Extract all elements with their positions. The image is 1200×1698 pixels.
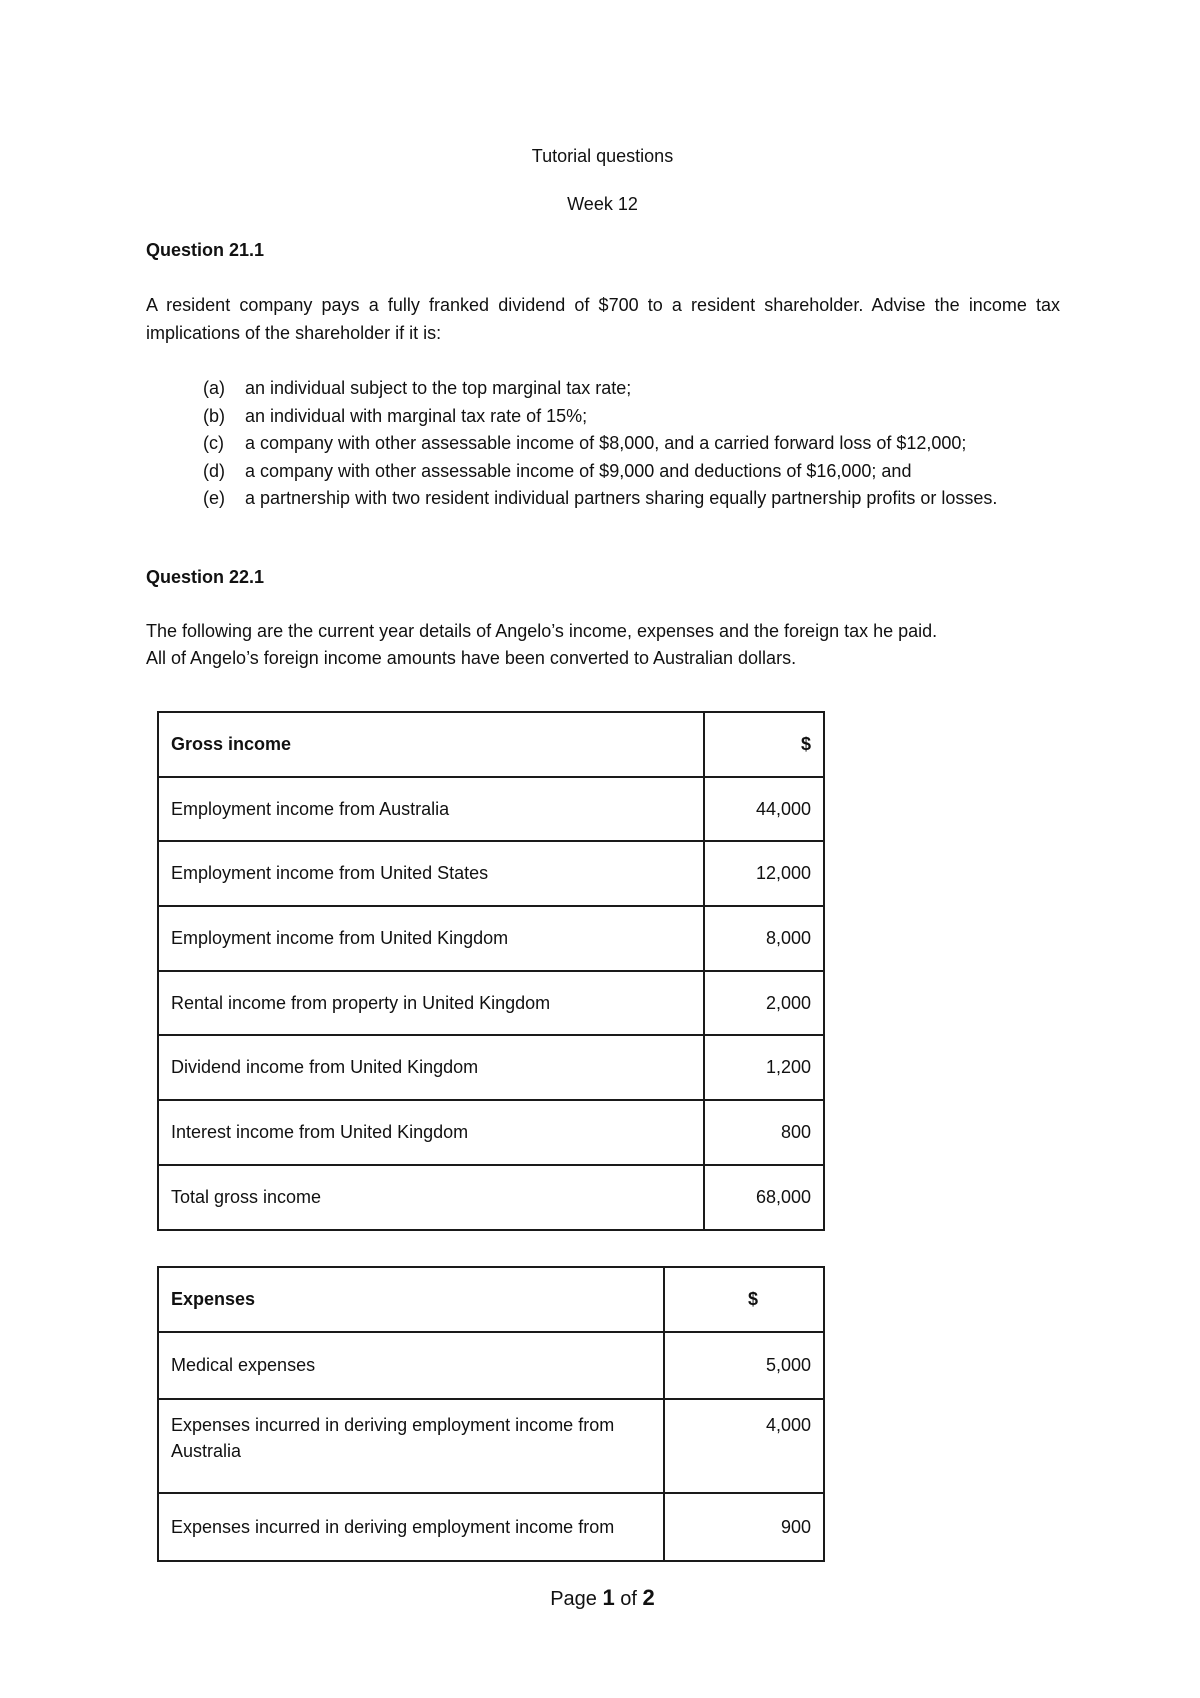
list-item-label: (d) xyxy=(203,460,225,481)
table-cell-label: Employment income from Australia xyxy=(158,777,704,842)
table-cell-label: Rental income from property in United Kingdom xyxy=(158,971,704,1036)
table-row xyxy=(158,906,824,971)
table-header-amount: $ xyxy=(664,1267,824,1332)
list-item xyxy=(146,375,1060,403)
table-cell-amount: 4,000 xyxy=(664,1399,824,1493)
table-header-label: Expenses xyxy=(158,1267,664,1332)
gross-income-table xyxy=(157,711,825,1231)
document-subtitle: Week 12 xyxy=(567,194,638,214)
page-word: Page xyxy=(550,1588,597,1610)
of-word: of xyxy=(620,1588,637,1610)
total-pages-number: 2 xyxy=(642,1585,655,1610)
table-cell-amount: 2,000 xyxy=(704,971,824,1036)
table-row xyxy=(158,777,824,842)
table-cell-amount: 800 xyxy=(704,1100,824,1165)
table-cell-amount: 12,000 xyxy=(704,841,824,906)
list-item-text: an individual subject to the top marginal tax rate; xyxy=(245,378,632,398)
table-cell-amount: 8,000 xyxy=(704,906,824,971)
list-item-label: (c) xyxy=(203,433,224,453)
table-header-row xyxy=(158,712,824,777)
question-22-1-text xyxy=(146,618,1060,672)
table-cell-label: Employment income from United Kingdom xyxy=(158,906,704,971)
table-cell-amount: 900 xyxy=(664,1493,824,1561)
table-row xyxy=(158,1100,824,1165)
question-22-1-line-2: All of Angelo’s foreign income amounts have been converted to Australian dollars. xyxy=(146,648,797,668)
question-21-1-heading: Question 21.1 xyxy=(146,240,265,260)
table-row xyxy=(158,1332,824,1399)
table-row xyxy=(158,1399,824,1493)
list-item-label: (a) xyxy=(203,378,225,398)
expenses-table xyxy=(157,1266,825,1562)
table-row xyxy=(158,1165,824,1230)
table-cell-label: Expenses incurred in deriving employment income from Australia xyxy=(158,1399,664,1493)
question-22-1-line-1: The following are the current year details of Angelo’s income, expenses and the foreign tax he paid. xyxy=(146,621,938,641)
table-row xyxy=(158,1493,824,1561)
table-cell-label: Dividend income from United Kingdom xyxy=(158,1035,704,1100)
page-number-footer xyxy=(0,1585,1200,1611)
list-item xyxy=(146,403,1060,431)
list-item xyxy=(146,485,1060,513)
table-cell-amount: 1,200 xyxy=(704,1035,824,1100)
question-22-1-heading: Question 22.1 xyxy=(146,567,265,587)
table-header-amount: $ xyxy=(704,712,824,777)
list-item xyxy=(146,458,1060,486)
list-item xyxy=(146,430,1060,458)
list-item-text: a company with other assessable income of $8,000, and a carried forward loss of $12,000; xyxy=(245,433,967,453)
question-21-1-text: A resident company pays a fully franked dividend of $700 to a resident shareholder. Advise the income tax implications of the shareholder if it is: xyxy=(146,295,1060,343)
table-header-row xyxy=(158,1267,824,1332)
list-item-text: a partnership with two resident individual partners sharing equally partnership profits or losses. xyxy=(245,488,998,508)
table-cell-label: Medical expenses xyxy=(158,1332,664,1399)
list-item-text: a company with other assessable income of $9,000 and deductions of $16,000; and xyxy=(245,460,912,481)
table-row xyxy=(158,841,824,906)
table-cell-label: Employment income from United States xyxy=(158,841,704,906)
table-cell-label: Interest income from United Kingdom xyxy=(158,1100,704,1165)
table-cell-amount: 5,000 xyxy=(664,1332,824,1399)
document-title: Tutorial questions xyxy=(531,146,674,166)
list-item-label: (e) xyxy=(203,488,225,508)
table-header-label: Gross income xyxy=(158,712,704,777)
question-21-1-items xyxy=(146,375,1060,513)
table-row xyxy=(158,1035,824,1100)
table-row xyxy=(158,971,824,1036)
list-item-label: (b) xyxy=(203,405,225,426)
table-cell-label: Total gross income xyxy=(158,1165,704,1230)
table-cell-amount: 68,000 xyxy=(704,1165,824,1230)
list-item-text: an individual with marginal tax rate of 15%; xyxy=(245,405,588,426)
table-cell-label: Expenses incurred in deriving employment income from xyxy=(158,1493,664,1561)
table-cell-amount: 44,000 xyxy=(704,777,824,842)
current-page-number: 1 xyxy=(602,1585,615,1610)
